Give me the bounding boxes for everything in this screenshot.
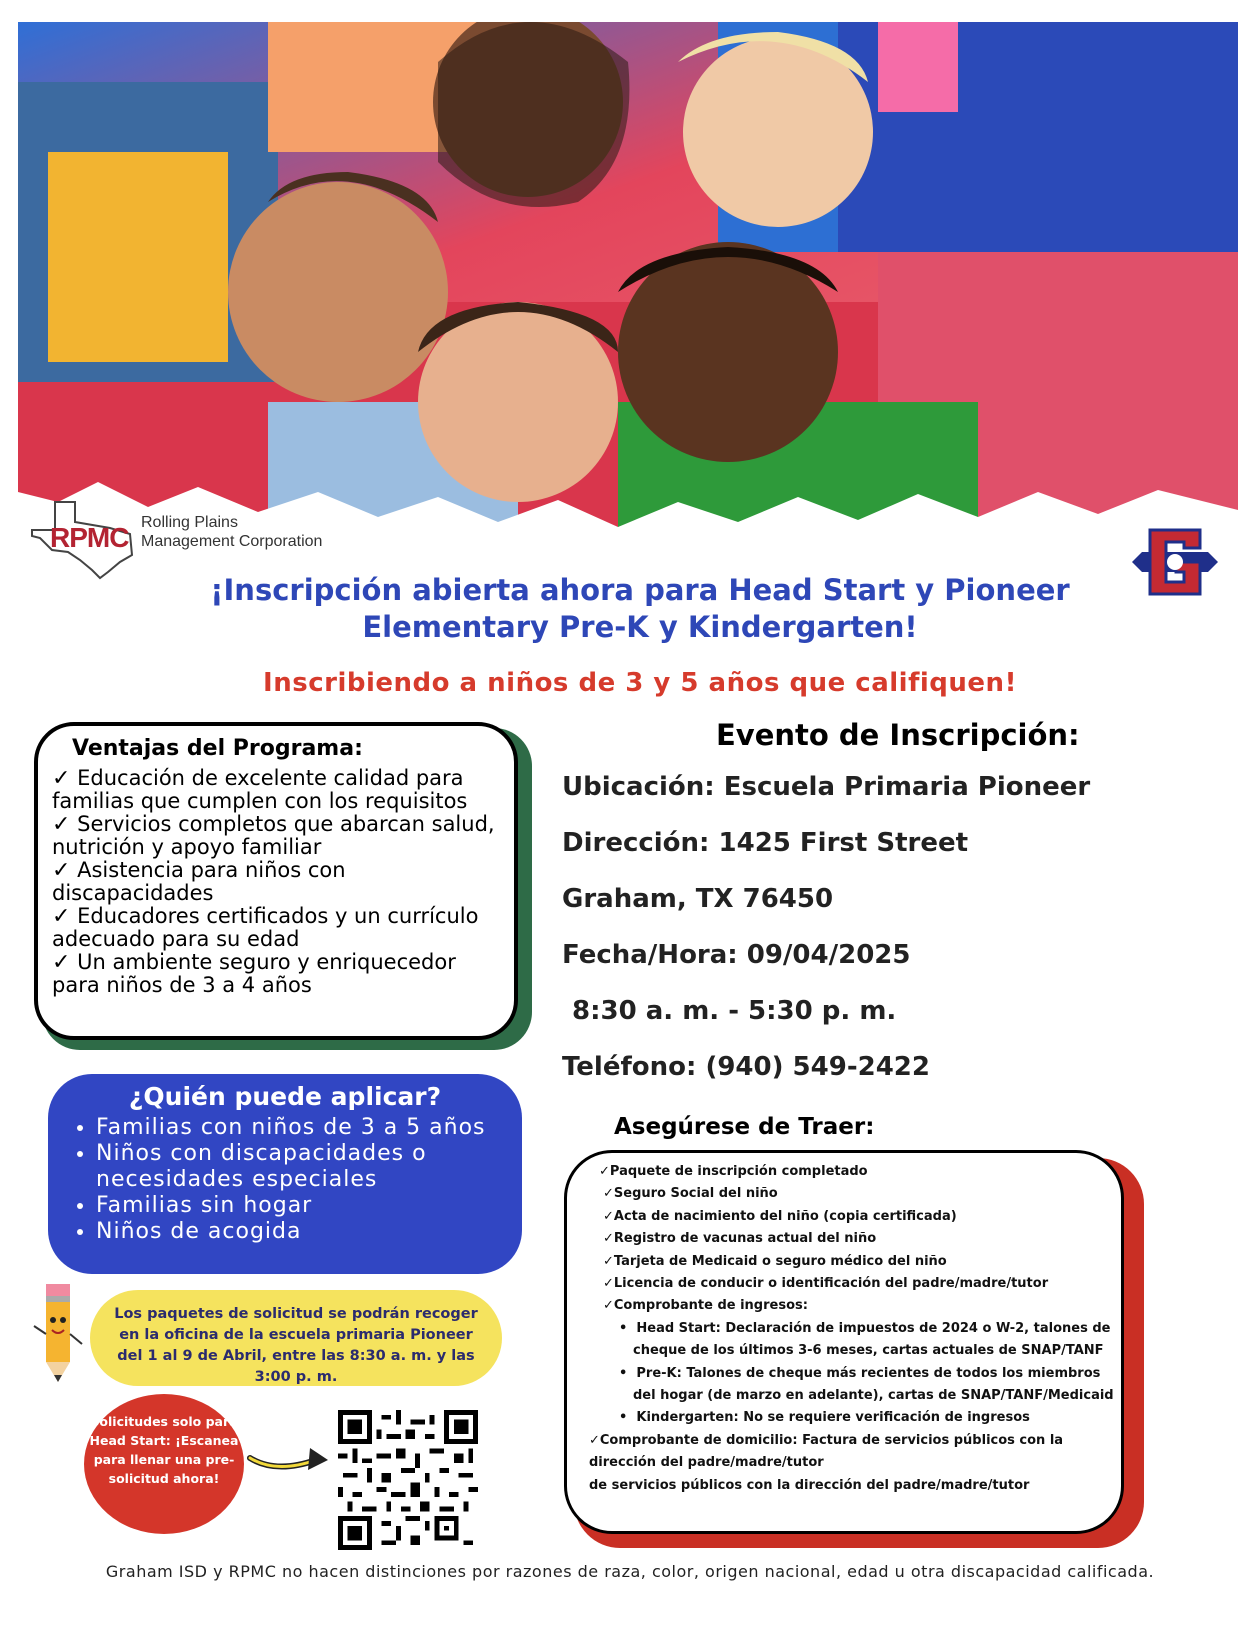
traer-income-item: • Pre-K: Talones de cheque más recientes de todos los miembros del hogar (de marzo en adelante), cartas de SNAP/TANF/Medicaid [619,1365,1114,1404]
traer-income-item: • Head Start: Declaración de impuestos de 2024 o W-2, talones de cheque de los últimos 3-6 meses, cartas actuales de SNAP/TANF [619,1320,1111,1359]
list-item [52,767,500,813]
list-item [52,859,500,905]
list-item [52,813,500,859]
rpmc-mark-text: RPMC [50,522,129,553]
ventajas-item-text: Asistencia para niños con discapacidades [52,858,346,905]
evento-heading: Evento de Inscripción: [716,718,1080,752]
ventajas-box [34,722,518,1040]
quien-heading: ¿Quién puede aplicar? [128,1082,442,1111]
footer-disclaimer: Graham ISD y RPMC no hacen distinciones por razones de raza, color, origen nacional, edad u otra discapacidad calificada. [105,1562,1155,1581]
check-icon: ✓ [52,904,71,929]
rpmc-name-line1: Rolling Plains [141,514,238,531]
traer-income-text: Kindergarten: No se requiere verificación de ingresos [636,1410,1030,1426]
ventajas-heading: Ventajas del Programa: [72,736,363,761]
traer-item: ✓Licencia de conducir o identificación del padre/madre/tutor [603,1276,1049,1292]
list-item: • Familias con niños de 3 a 5 años [96,1115,496,1141]
traer-income-text: Pre-K: Talones de cheque más recientes de todos los miembros del hogar (de marzo en adelante), cartas de SNAP/TANF/Medicaid [633,1365,1114,1404]
main-title-line1: ¡Inscripción abierta ahora para Head Start y Pioneer [210,573,1070,607]
traer-item: ✓Tarjeta de Medicaid o seguro médico del niño [603,1253,947,1269]
rpmc-name [141,513,322,551]
list-item: • Niños de acogida [96,1219,496,1245]
head-start-qr-note: Solicitudes solo para Head Start: ¡Escanea para llenar una pre-solicitud ahora! [84,1394,244,1534]
graham-g-logo-icon [1128,522,1222,602]
traer-domicilio: ✓Comprobante de domicilio: Factura de servicios públicos con la dirección del padre/madre/tutor [589,1432,1064,1471]
ventajas-list [52,767,500,997]
evento-ubicacion: Ubicación: Escuela Primaria Pioneer [562,772,1091,802]
evento-ciudad: Graham, TX 76450 [562,884,834,914]
quien-list [74,1115,496,1245]
traer-item: ✓Comprobante de ingresos: [603,1298,808,1314]
traer-income-item: • Kindergarten: No se requiere verificación de ingresos [619,1410,1030,1426]
check-icon: ✓ [52,766,71,791]
paquetes-note: Los paquetes de solicitud se podrán recoger en la oficina de la escuela primaria Pioneer del 1 al 9 de Abril, entre las 8:30 a. m. y las 3:00 p. m. [90,1290,502,1386]
main-title-line2: Elementary Pre-K y Kindergarten! [362,610,918,644]
check-icon: ✓ [52,950,71,975]
subtitle: Inscribiendo a niños de 3 y 5 años que califiquen! [263,668,1017,698]
arrow-right-icon [246,1440,330,1480]
traer-item: ✓Paquete de inscripción completado [599,1164,868,1179]
pencil-mascot-icon [30,1278,86,1388]
evento-hora: 8:30 a. m. - 5:30 p. m. [572,996,897,1026]
rpmc-logo [30,500,340,580]
traer-box [564,1150,1124,1534]
traer-heading: Asegúrese de Traer: [614,1114,875,1140]
traer-domicilio-repeat: de servicios públicos con la dirección del padre/madre/tutor [589,1477,1030,1493]
list-item [52,951,500,997]
ventajas-item-text: Educación de excelente calidad para familias que cumplen con los requisitos [52,766,468,813]
traer-item: ✓Acta de nacimiento del niño (copia certificada) [603,1208,957,1224]
qr-code[interactable] [338,1410,478,1550]
evento-direccion: Dirección: 1425 First Street [562,828,969,858]
evento-fecha: Fecha/Hora: 09/04/2025 [562,940,911,970]
list-item [52,905,500,951]
rpmc-name-line2: Management Corporation [141,533,323,550]
list-item: • Familias sin hogar [96,1193,496,1219]
evento-telefono: Teléfono: (940) 549-2422 [562,1052,930,1082]
children-illustration [18,22,1238,542]
check-icon: ✓ [52,812,71,837]
ventajas-item-text: Servicios completos que abarcan salud, nutrición y apoyo familiar [52,812,495,859]
hero-photo-children [18,22,1238,542]
ventajas-item-text: Educadores certificados y un currículo adecuado para su edad [52,904,479,951]
traer-item: ✓Seguro Social del niño [603,1186,778,1202]
list-item: • Niños con discapacidades o necesidades especiales [96,1141,496,1193]
traer-item: ✓Registro de vacunas actual del niño [603,1231,877,1247]
traer-income-text: Head Start: Declaración de impuestos de 2024 o W-2, talones de cheque de los últimos 3-6 meses, cartas actuales de SNAP/TANF [633,1320,1111,1359]
ventajas-item-text: Un ambiente seguro y enriquecedor para niños de 3 a 4 años [52,950,456,997]
quien-box [48,1074,522,1274]
main-title [200,572,1080,646]
check-icon: ✓ [52,858,71,883]
